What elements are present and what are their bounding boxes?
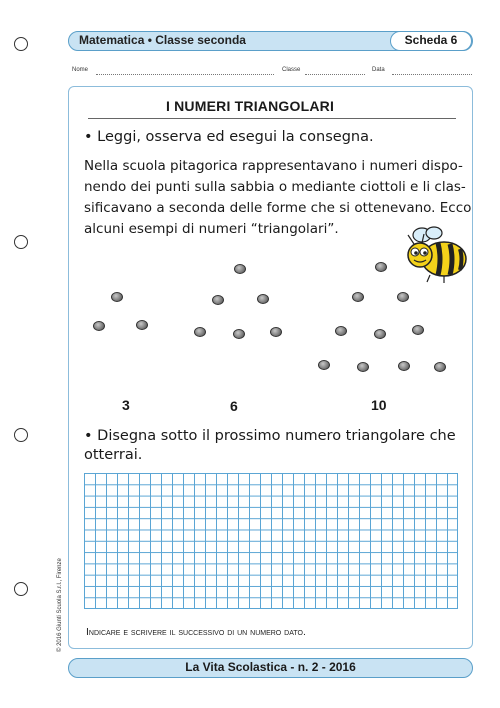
instruction-read: • Leggi, osserva ed esegui la consegna.	[84, 129, 374, 145]
intro-line-1: Nella scuola pitagorica rappresentavano i numeri dispo-	[84, 158, 463, 174]
name-line[interactable]	[96, 74, 274, 75]
pebble	[93, 321, 105, 331]
pebble	[374, 329, 386, 339]
pebble	[111, 292, 123, 302]
learning-objective: Indicare e scrivere il successivo di un numero dato.	[86, 626, 306, 638]
punch-hole	[14, 37, 28, 51]
class-label: Classe	[282, 67, 301, 73]
date-label: Data	[372, 67, 385, 73]
header-bar	[68, 31, 473, 51]
page-title: I NUMERI TRIANGOLARI	[165, 98, 335, 114]
triangular-number-3: 3	[122, 397, 130, 413]
intro-line-4: alcuni esempi di numeri “triangolari”.	[84, 221, 339, 237]
pebble	[270, 327, 282, 337]
triangular-number-6: 6	[230, 398, 238, 414]
punch-hole	[14, 582, 28, 596]
pebble	[257, 294, 269, 304]
subject-label: Matematica • Classe seconda	[79, 33, 246, 47]
bee-illustration	[400, 225, 472, 287]
sheet-label: Scheda 6	[390, 31, 472, 51]
punch-hole	[14, 235, 28, 249]
pebble	[234, 264, 246, 274]
footer-label: La Vita Scolastica - n. 2 - 2016	[185, 660, 356, 674]
pebble	[398, 361, 410, 371]
triangular-number-10: 10	[371, 397, 387, 413]
pebble	[233, 329, 245, 339]
punch-hole	[14, 428, 28, 442]
date-line[interactable]	[392, 74, 472, 75]
pebble	[412, 325, 424, 335]
drawing-grid[interactable]	[84, 473, 458, 609]
intro-line-2: nendo dei punti sulla sabbia o mediante ciottoli e li clas-	[84, 179, 466, 195]
student-fields	[72, 67, 472, 79]
pebble	[318, 360, 330, 370]
pebble	[434, 362, 446, 372]
pebble	[375, 262, 387, 272]
footer-bar	[68, 658, 473, 678]
intro-line-3: sificavano a seconda delle forme che si ottenevano. Ecco	[84, 200, 472, 216]
instruction-draw-line-1: • Disegna sotto il prossimo numero triangolare che	[84, 428, 456, 444]
pebble	[194, 327, 206, 337]
pebble	[136, 320, 148, 330]
pebble	[335, 326, 347, 336]
pebble	[357, 362, 369, 372]
copyright-notice: © 2016 Giunti Scuola S.r.l., Firenze	[57, 558, 63, 652]
instruction-draw-line-2: otterrai.	[84, 447, 143, 463]
pebble	[212, 295, 224, 305]
pebble	[397, 292, 409, 302]
name-label: Nome	[72, 67, 89, 73]
title-divider	[88, 118, 456, 119]
pebble	[352, 292, 364, 302]
class-line[interactable]	[305, 74, 365, 75]
